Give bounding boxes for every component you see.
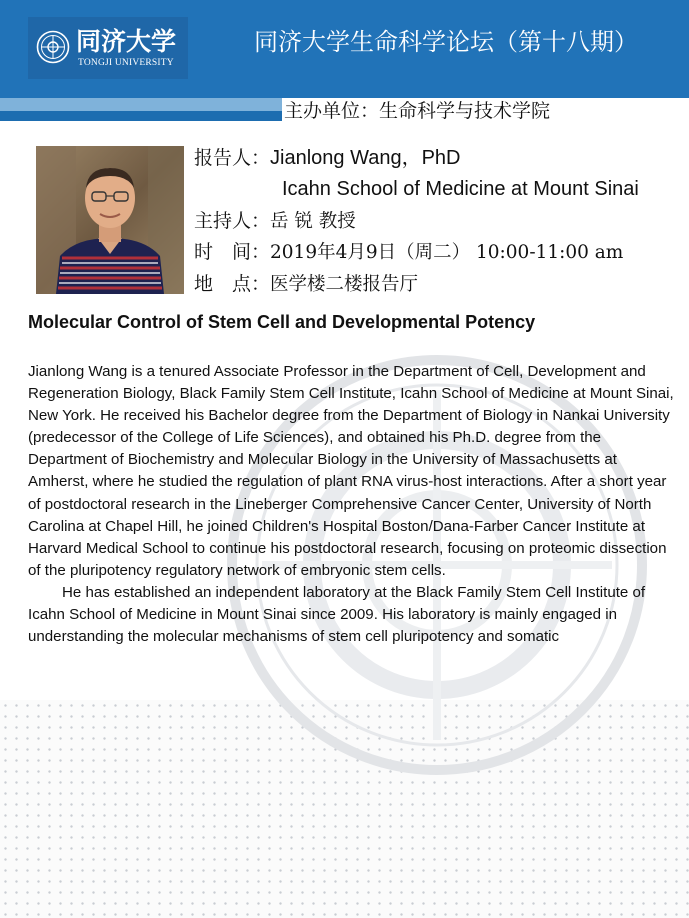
university-logo: [28, 17, 188, 79]
time-label: 时 间：: [194, 241, 271, 263]
speaker-row: [194, 144, 460, 172]
header-banner: [0, 0, 689, 98]
place-value: 医学楼二楼报告厅: [270, 274, 419, 295]
host-label: 主持人：: [194, 210, 271, 232]
host-name: 岳 锐 教授: [270, 211, 356, 232]
speaker-affiliation: Icahn School of Medicine at Mount Sinai: [282, 178, 639, 200]
speaker-label: 报告人：: [194, 147, 271, 169]
place-row: [194, 270, 418, 299]
organizer-line: 主办单位：生命科学与技术学院: [282, 98, 689, 127]
speaker-affiliation-row: [282, 175, 639, 203]
logo-chinese-name: 同济大学: [76, 27, 177, 56]
university-seal-icon: [36, 30, 70, 64]
place-label: 地 点：: [194, 273, 271, 295]
logo-english-name: TONGJI UNIVERSITY: [78, 58, 174, 68]
host-row: [194, 207, 356, 236]
bio-paragraph-1: Jianlong Wang is a tenured Associate Professor in the Department of Cell, Development and Regeneration Biology, Black Family Stem Cell Institute, Icahn School of Medicine at Mount Sinai, New York. He received his Bachelor degree from the Department of Biology in Nankai University (predecessor of the College of Life Sciences), and obtained his Ph.D. degree from the Department of Biochemistry and Molecular Biology in the University of Massachusetts at Amherst, where he studied the regulation of plant RNA virus-host interactions. After a short year of postdoctoral research in the Lineberger Comprehensive Cancer Center, University of North Carolina at Chapel Hill, he joined Children's Hospital Boston/Dana-Farber Cancer Institute at Harvard Medical School to continue his postdoctoral research, focusing on proteomic dissection of the pluripotency regulatory network of embryonic stem cells.: [28, 363, 674, 579]
time-row: [194, 238, 623, 267]
bio-paragraph-2: He has established an independent laboratory at the Black Family Stem Cell Institute of Icahn School of Medicine in Mount Sinai since 2009. His laboratory is mainly engaged in understanding the molecular mechanisms of stem cell pluripotency and somatic: [28, 583, 646, 646]
speaker-name: Jianlong Wang，PhD: [270, 147, 461, 169]
speaker-bio: [28, 361, 678, 706]
talk-title: Molecular Control of Stem Cell and Developmental Potency: [28, 312, 536, 332]
time-value: 2019年4月9日（周二） 10:00-11:00 am: [270, 242, 624, 263]
speaker-photo: [36, 146, 184, 294]
speaker-portrait-image: [36, 146, 184, 294]
forum-title: 同济大学生命科学论坛（第十八期）: [254, 28, 638, 56]
